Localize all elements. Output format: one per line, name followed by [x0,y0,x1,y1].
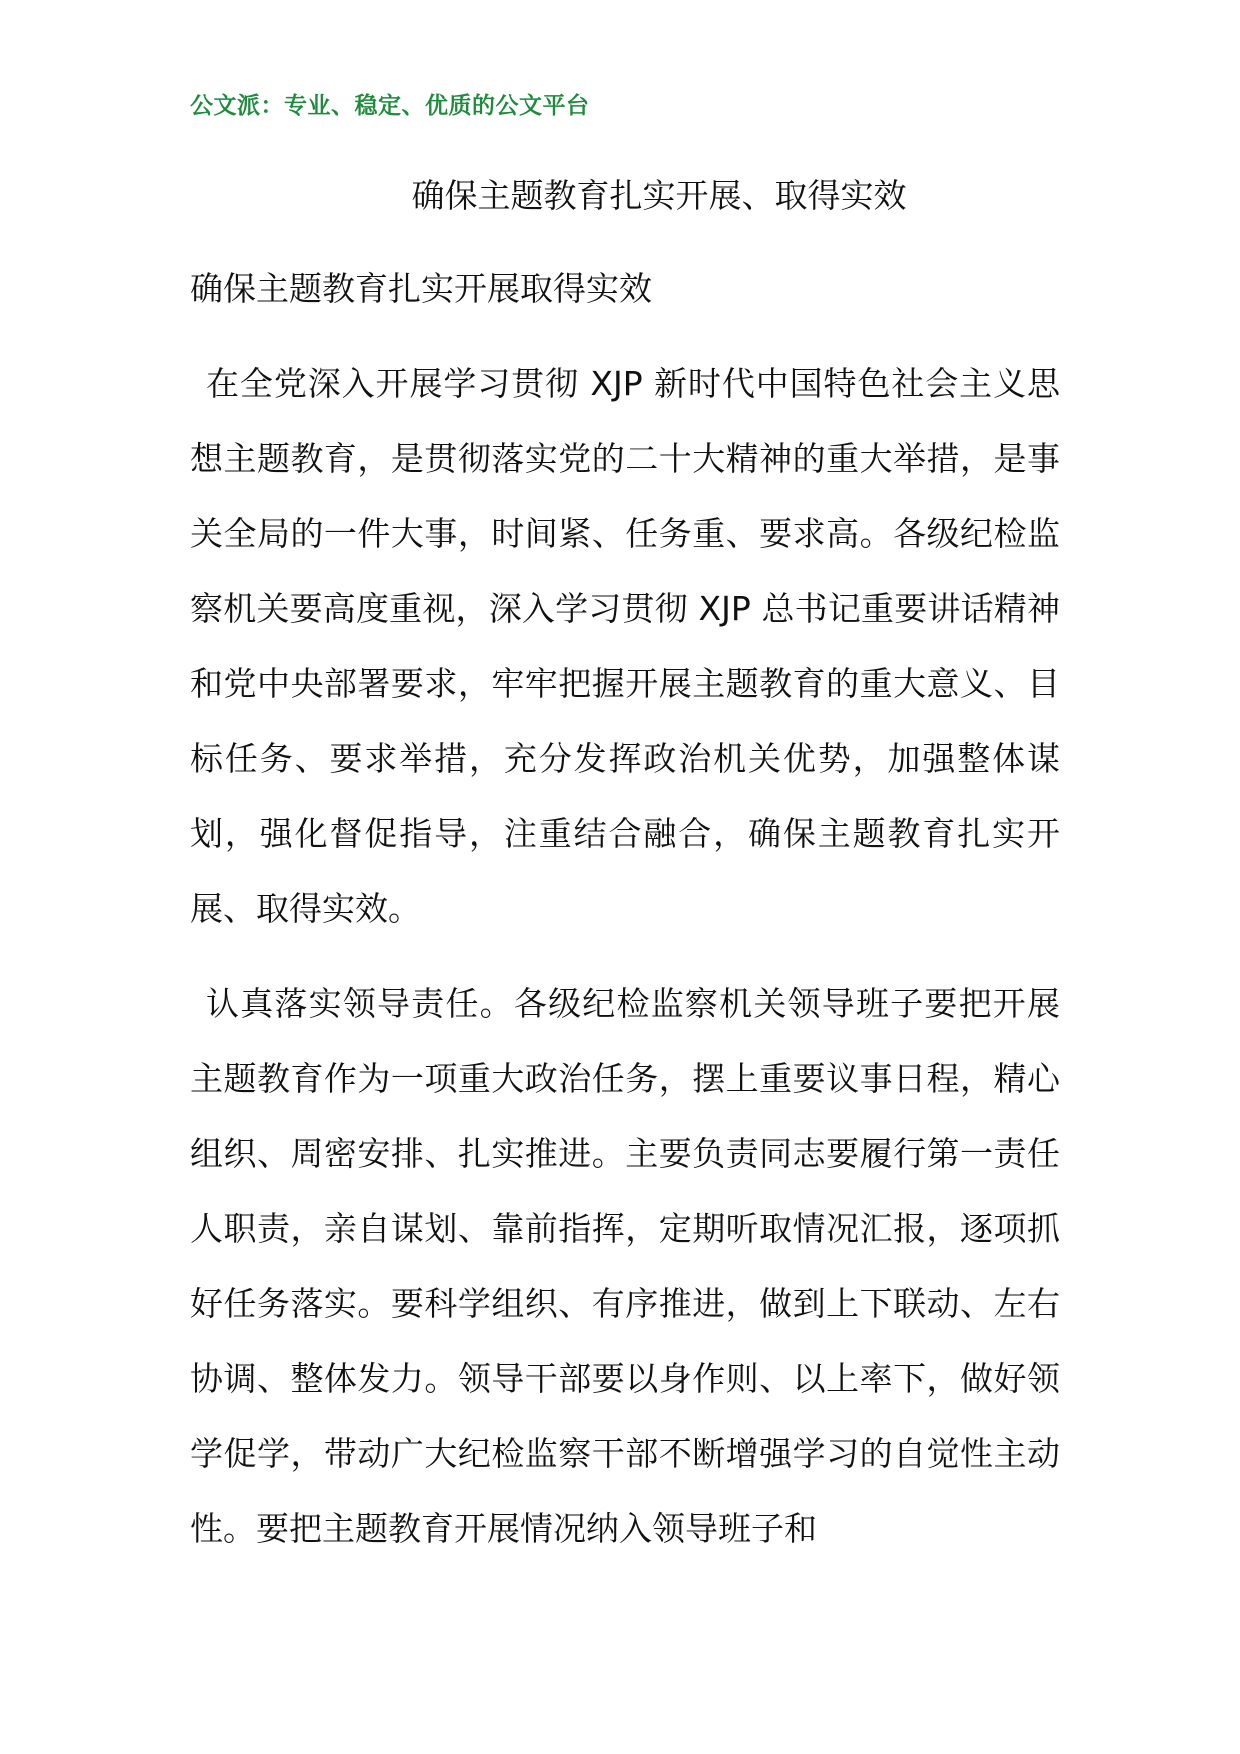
document-title: 确保主题教育扎实开展、取得实效 [411,176,907,215]
body-paragraph-2: 认真落实领导责任。各级纪检监察机关领导班子要把开展主题教育作为一项重大政治任务，摆上重要议事日程，精心组织、周密安排、扎实推进。主要负责同志要履行第一责任人职责，亲自谋划、靠前指挥，定期听取情况汇报，逐项抓好任务落实。要科学组织、有序推进，做到上下联动、左右协调、整体发力。领导干部要以身作则、以上率下，做好领学促学，带动广大纪检监察干部不断增强学习的自觉性主动性。要把主题教育开展情况纳入领导班子和 [190,984,1060,1548]
document-subtitle: 确保主题教育扎实开展取得实效 [190,269,652,308]
header-brand-text: 公文派：专业、稳定、优质的公文平台 [190,93,590,119]
body-paragraph-1: 在全党深入开展学习贯彻 XJP 新时代中国特色社会主义思想主题教育，是贯彻落实党的二十大精神的重大举措，是事关全局的一件大事，时间紧、任务重、要求高。各级纪检监察机关要高度重视，深入学习贯彻 XJP 总书记重要讲话精神和党中央部署要求，牢牢把握开展主题教育的重大意义、目标任务、要求举措，充分发挥政治机关优势，加强整体谋划，强化督促指导，注重结合融合，确保主题教育扎实开展、取得实效。 [190,364,1060,928]
